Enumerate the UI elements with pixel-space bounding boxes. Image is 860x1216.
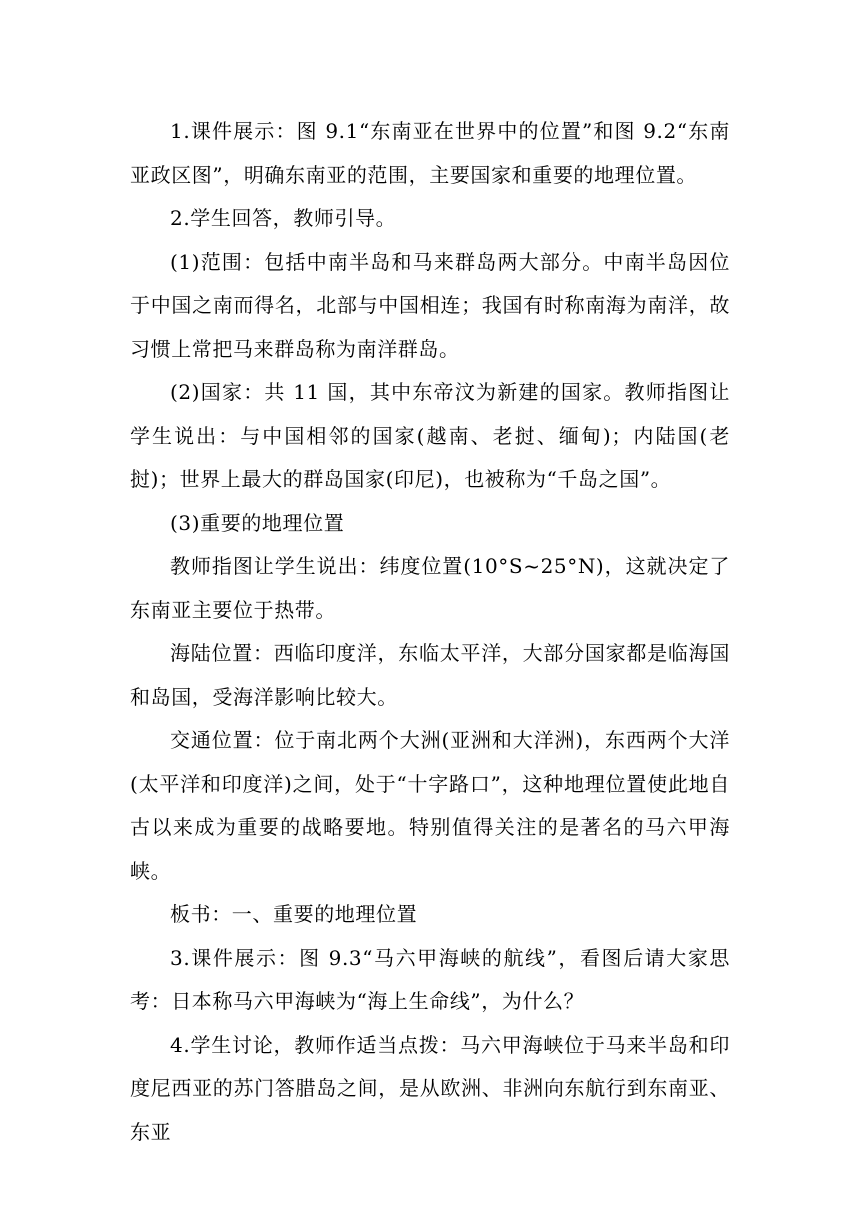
paragraph-student-answer: 2.学生回答，教师引导。 xyxy=(170,206,397,230)
paragraph-courseware-display-1: 1.课件展示：图 9.1“东南亚在世界中的位置”和图 9.2“东南亚政区图”，明确东南亚的范围，主要国家和重要的地理位置。 xyxy=(130,119,730,187)
paragraph-scope: (1)范围：包括中南半岛和马来群岛两大部分。中南半岛因位于中国之南而得名，北部与中国相连；我国有时称南海为南洋，故习惯上常把马来群岛称为南洋群岛。 xyxy=(130,249,730,361)
paragraph-latitude: 教师指图让学生说出：纬度位置(10°S~25°N)，这就决定了东南亚主要位于热带。 xyxy=(130,554,730,622)
paragraph-location-heading: (3)重要的地理位置 xyxy=(170,510,345,535)
document-body xyxy=(130,110,730,1154)
paragraph-traffic: 交通位置：位于南北两个大洲(亚洲和大洋洲)，东西两个大洋(太平洋和印度洋)之间，处于“十字路口”，这种地理位置使此地自古以来成为重要的战略要地。特别值得关注的是著名的马六甲海峡。 xyxy=(130,728,730,883)
paragraph-countries: (2)国家：共 11 国，其中东帝汶为新建的国家。教师指图让学生说出：与中国相邻的国家(越南、老挝、缅甸)；内陆国(老挝)；世界上最大的群岛国家(印尼)，也被称为“千岛之国”。 xyxy=(130,380,730,491)
paragraph-blackboard: 板书：一、重要的地理位置 xyxy=(170,902,418,926)
paragraph-discussion: 4.学生讨论，教师作适当点拨：马六甲海峡位于马来半岛和印度尼西亚的苏门答腊岛之间，是从欧洲、非洲向东航行到东南亚、东亚 xyxy=(130,1032,730,1144)
paragraph-courseware-display-3: 3.课件展示：图 9.3“马六甲海峡的航线”，看图后请大家思考：日本称马六甲海峡为“海上生命线”，为什么？ xyxy=(130,945,730,1013)
paragraph-sea-land: 海陆位置：西临印度洋，东临太平洋，大部分国家都是临海国和岛国，受海洋影响比较大。 xyxy=(130,641,730,709)
